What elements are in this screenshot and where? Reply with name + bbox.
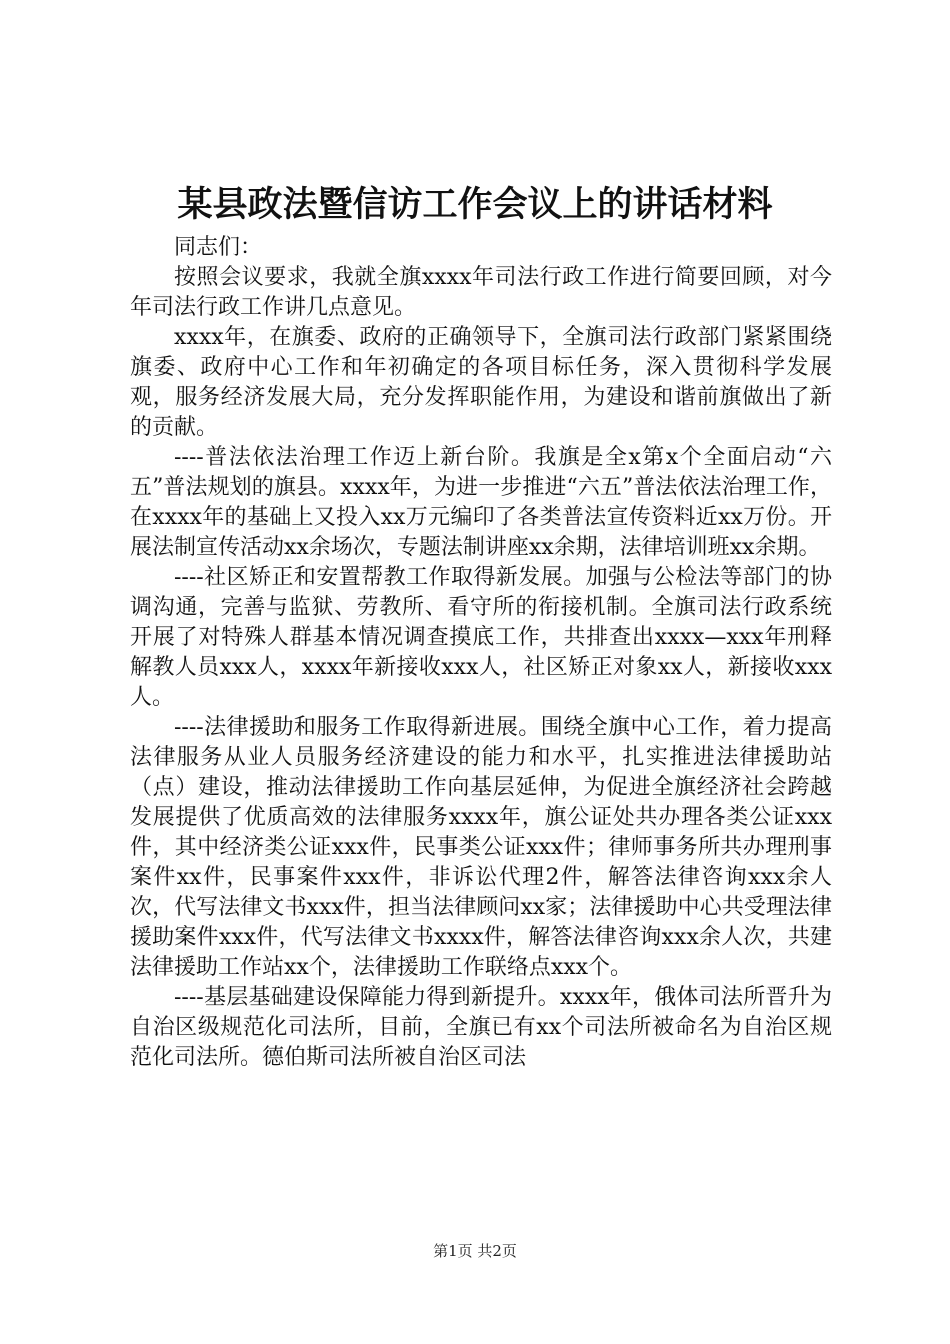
paragraph-overview: xxxx年，在旗委、政府的正确领导下，全旗司法行政部门紧紧围绕旗委、政府中心工作和年初确定的各项目标任务，深入贯彻科学发展观，服务经济发展大局，充分发挥职能作用，为建设和谐前旗做出了新的贡献。 <box>130 325 832 440</box>
paragraph-legal-education: ----普法依法治理工作迈上新台阶。我旗是全x第x个全面启动“六五”普法规划的旗县。xxxx年，为进一步推进“六五”普法依法治理工作，在xxxx年的基础上又投入xx万元编印了各类普法宣传资料近xx万份。开展法制宣传活动xx余场次，专题法制讲座xx余期，法律培训班xx余期。 <box>130 445 832 560</box>
page-number-footer: 第1页 共2页 <box>433 1242 517 1260</box>
paragraph-legal-aid: ----法律援助和服务工作取得新进展。围绕全旗中心工作，着力提高法律服务从业人员服务经济建设的能力和水平，扎实推进法律援助站（点）建设，推动法律援助工作向基层延伸，为促进全旗经济社会跨越发展提供了优质高效的法律服务xxxx年，旗公证处共办理各类公证xxx件，其中经济类公证xxx件，民事类公证xxx件；律师事务所共办理刑事案件xx件，民事案件xxx件，非诉讼代理2件，解答法律咨询xxx余人次，代写法律文书xxx件，担当法律顾问xx家；法律援助中心共受理法律援助案件xxx件，代写法律文书xxxx件，解答法律咨询xxx余人次，共建法律援助工作站xx个，法律援助工作联络点xxx个。 <box>130 715 832 980</box>
paragraph-salutation: 同志们： <box>174 235 263 260</box>
paragraph-grassroots: ----基层基础建设保障能力得到新提升。xxxx年，俄体司法所晋升为自治区级规范化司法所，目前，全旗已有xx个司法所被命名为自治区规范化司法所。德伯斯司法所被自治区司法 <box>130 985 832 1070</box>
paragraph-intro: 按照会议要求，我就全旗xxxx年司法行政工作进行简要回顾，对今年司法行政工作讲几点意见。 <box>130 265 832 320</box>
document-body <box>130 233 832 1073</box>
paragraph-community-correction: ----社区矫正和安置帮教工作取得新发展。加强与公检法等部门的协调沟通，完善与监狱、劳教所、看守所的衔接机制。全旗司法行政系统开展了对特殊人群基本情况调查摸底工作，共排查出xxxx—xxx年刑释解教人员xxx人，xxxx年新接收xxx人，社区矫正对象xx人，新接收xxx人。 <box>130 565 832 710</box>
document-title: 某县政法暨信访工作会议上的讲话材料 <box>177 185 773 225</box>
